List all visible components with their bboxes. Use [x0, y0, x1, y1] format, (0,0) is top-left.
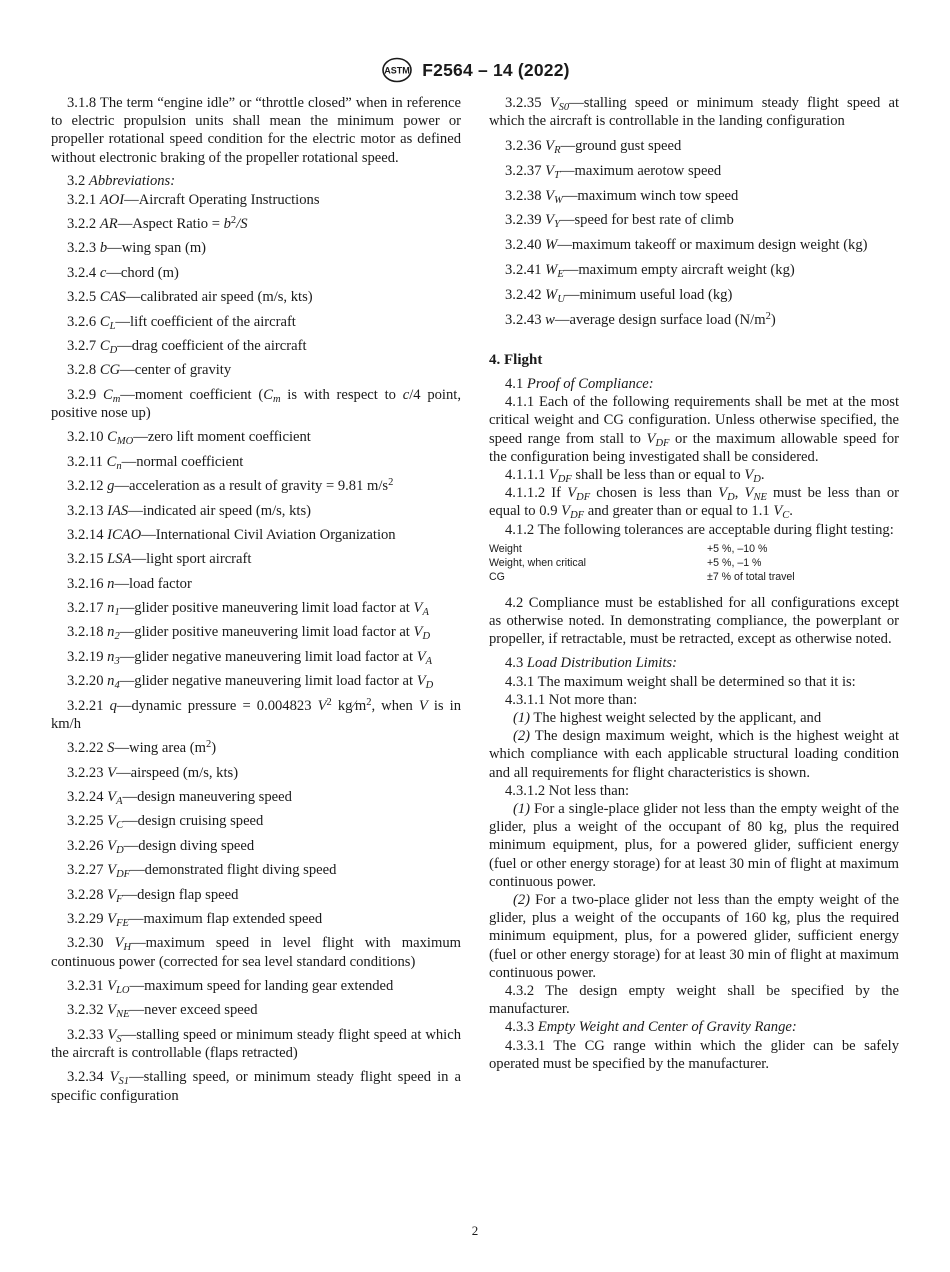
abbr-3-2-38: 3.2.38 $V_W—maximum$ winch tow speed — [505, 187, 739, 206]
abbr-3-2-27: 3.2.27 $V_{DF}—demonstrated$ flight diving speed — [67, 862, 337, 881]
paragraph-3-1-8: 3.1.8 The term “engine idle” or “throttle closed” when in reference to electric propulsion units shall mean the minimum power or propeller rotational speed condition for the electric motor as defined without electronic braking of the propeller rotational speed. — [51, 95, 461, 166]
item-4-3-1-1-2: (2) The design maximum weight, which is the highest weight at which compliance with each applicable structural loading condition and all requirements for flight characteristics is shown. — [489, 728, 899, 781]
section-4-3-3-heading: 4.3.3 Empty Weight and Center of Gravity Range: — [505, 1019, 797, 1036]
abbr-3-2-12: 3.2.12 g—acceleration as a result of gravity = 9.81 $m/s^2$ — [67, 476, 394, 495]
astm-logo-icon — [380, 57, 414, 83]
paragraph-4-3-1-2: 4.3.1.2 Not less than: — [505, 782, 630, 799]
abbr-3-2-7: 3.2.7 $C_D—drag$ coefficient of the aircraft — [67, 337, 307, 357]
abbr-3-2-40: 3.2.40 W—maximum takeoff or maximum design weight (kg) — [505, 237, 868, 254]
item-4-3-1-1-1: (1) The highest weight selected by the applicant, and — [513, 710, 822, 727]
abbr-3-2-43: 3.2.43 w—average design surface load $(N/m^2)$ — [505, 310, 776, 328]
abbr-3-2-3: 3.2.3 b—wing span (m) — [67, 240, 207, 257]
abbr-3-2-31: 3.2.31 $V_{LO}—maximum$ speed for landing gear extended — [67, 977, 394, 997]
paragraph-4-3-3-1: 4.3.3.1 The CG range within which the glider can be safely operated must be specified by the manufacturer. — [489, 1037, 899, 1072]
abbr-3-2-42: 3.2.42 $W_U—minimum$ useful load (kg) — [505, 286, 733, 305]
abbr-3-2-41: 3.2.41 $W_E—maximum$ empty aircraft weight (kg) — [505, 261, 795, 281]
page-number: 2 — [471, 1223, 479, 1238]
abbr-3-2-22: 3.2.22 S—wing area $(m^2)$ — [67, 738, 217, 757]
abbr-3-2-32: 3.2.32 $V_{NE}—never$ exceed speed — [67, 1002, 258, 1021]
page-header — [0, 54, 950, 86]
section-4-3-heading: 4.3 Load Distribution Limits: — [505, 655, 677, 672]
abbr-3-2-5: 3.2.5 CAS—calibrated air speed (m/s, kts) — [67, 289, 313, 306]
abbr-3-2-2: 3.2.2 AR—Aspect Ratio = $b^2/S$ — [67, 214, 248, 232]
abbr-3-2-15: 3.2.15 LSA—light sport aircraft — [67, 551, 252, 568]
section-4-heading: 4. Flight — [489, 351, 543, 368]
table-row — [489, 556, 899, 570]
tolerance-item: CG — [489, 570, 505, 583]
abbr-3-2-14: 3.2.14 ICAO—International Civil Aviation Organization — [67, 526, 396, 543]
abbr-3-2-25: 3.2.25 $V_C—design$ cruising speed — [67, 813, 264, 832]
paragraph-4-1-1-1: 4.1.1.1 $V_{DF}$ shall be less than or equal to $V_D$. — [505, 467, 765, 486]
tolerance-table — [489, 542, 899, 584]
paragraph-4-3-1: 4.3.1 The maximum weight shall be determined so that it is: — [505, 673, 856, 690]
paragraph-4-1-1: 4.1.1 Each of the following requirements shall be met at the most critical weight and CG configuration. Unless otherwise specified, the speed range from stall to $V_{DF}$ or the maximum allowable speed for the configuration being investigated shall be considered. — [489, 394, 900, 465]
abbr-3-2-24: 3.2.24 $V_A—design$ maneuvering speed — [67, 789, 292, 808]
table-row — [489, 542, 899, 556]
section-4-1-heading: 4.1 Proof of Compliance: — [505, 375, 654, 392]
abbr-3-2-33: 3.2.33 $V_S—stalling$ speed or minimum steady flight speed at which the aircraft is controllable (flaps retracted) — [51, 1026, 462, 1061]
abbr-3-2-16: 3.2.16 n—load factor — [67, 575, 192, 592]
document-designation: F2564 – 14 (2022) — [422, 59, 570, 80]
tolerance-value: +5 %, –10 % — [707, 542, 768, 555]
right-column — [489, 94, 899, 1073]
abbr-3-2-21: 3.2.21 q—dynamic pressure = 0.004823 $V^2$ $kg⁄m^2$, when V is in km/h — [51, 696, 462, 732]
table-row — [489, 570, 899, 584]
abbr-3-2-37: 3.2.37 $V_T—maximum$ aerotow speed — [505, 162, 722, 181]
abbr-3-2-1: 3.2.1 AOI—Aircraft Operating Instructions — [67, 191, 320, 208]
paragraph-4-3-1-1: 4.3.1.1 Not more than: — [505, 691, 638, 708]
svg-text:ASTM: ASTM — [384, 65, 411, 76]
abbr-3-2-17: 3.2.17 $n_1—glider$ positive maneuvering limit load factor at $V_A$ — [67, 600, 429, 619]
abbr-3-2-36: 3.2.36 $V_R—ground$ gust speed — [505, 138, 682, 157]
abbr-3-2-39: 3.2.39 $V_Y—speed$ for best rate of climb — [505, 212, 734, 231]
tolerance-value: ±7 % of total travel — [707, 570, 795, 583]
paragraph-4-1-2: 4.1.2 The following tolerances are acceptable during flight testing: — [505, 521, 894, 538]
abbr-3-2-23: 3.2.23 V—airspeed (m/s, kts) — [67, 764, 239, 781]
abbr-3-2-18: 3.2.18 $n_2—glider$ positive maneuvering limit load factor at $V_D$ — [67, 624, 431, 643]
abbr-3-2-20: 3.2.20 $n_4—glider$ negative maneuvering limit load factor at $V_D$ — [67, 673, 434, 692]
tolerance-item: Weight, when critical — [489, 556, 586, 569]
left-column — [51, 94, 461, 1111]
item-4-3-1-2-2: (2) For a two-place glider not less than the empty weight of the glider, plus a weight of the occupants of 160 kg, plus the required minimum equipment, plus, for a powered glider, sufficient energy (fuel or other energy storage) for at least 30 min of flight at maximum continuous power. — [489, 892, 899, 981]
abbr-3-2-34: 3.2.34 $V_{S1}—stalling$ speed, or minimum steady flight speed in a specific configuration — [51, 1069, 461, 1104]
abbr-3-2-28: 3.2.28 $V_F—design$ flap speed — [67, 886, 239, 905]
abbr-3-2-29: 3.2.29 $V_{FE}—maximum$ flap extended speed — [67, 910, 323, 930]
abbr-3-2-9: 3.2.9 $C_m—moment$ coefficient ($C_m$ is with respect to c/4 point, positive nose up) — [51, 386, 461, 421]
abbr-3-2-6: 3.2.6 $C_L—lift$ coefficient of the aircraft — [67, 313, 296, 332]
paragraph-4-2: 4.2 Compliance must be established for all configurations except as otherwise noted. In demonstrating compliance, the powerplant or propeller, if retractable, must be retracted, except as otherwise noted. — [489, 594, 899, 648]
abbr-3-2-35: 3.2.35 $V_{S0}—stalling$ speed or minimum steady flight speed at which the aircraft is controllable in the landing configuration — [489, 95, 899, 130]
abbr-3-2-19: 3.2.19 $n_3—glider$ negative maneuvering limit load factor at $V_A$ — [67, 648, 433, 667]
abbr-3-2-30: 3.2.30 $V_H—maximum$ speed in level flight with maximum continuous power (corrected for sea level standard conditions) — [51, 935, 461, 970]
abbr-3-2-10: 3.2.10 $C_{MO}—zero$ lift moment coefficient — [67, 429, 311, 448]
abbr-3-2-8: 3.2.8 CG—center of gravity — [67, 362, 232, 379]
section-3-2-heading: 3.2 Abbreviations: — [67, 173, 176, 190]
abbr-3-2-11: 3.2.11 $C_n—normal$ coefficient — [67, 453, 244, 472]
abbr-3-2-13: 3.2.13 IAS—indicated air speed (m/s, kts) — [67, 502, 311, 519]
paragraph-4-1-1-2: 4.1.1.2 If $V_{DF}$ chosen is less than $V_D$, $V_{NE}$ must be less than or equal to 0.9 $V_{DF}$ and greater than or equal to 1.1 $V_C$. — [489, 485, 899, 522]
abbr-3-2-26: 3.2.26 $V_D—design$ diving speed — [67, 837, 255, 856]
paragraph-4-3-2: 4.3.2 The design empty weight shall be specified by the manufacturer. — [489, 983, 899, 1018]
abbr-3-2-4: 3.2.4 c—chord (m) — [67, 264, 179, 281]
tolerance-value: +5 %, –1 % — [707, 556, 762, 569]
item-4-3-1-2-1: (1) For a single-place glider not less than the empty weight of the glider, plus a weight of the occupant of 80 kg, plus the required minimum equipment, plus, for a powered glider, sufficient energy (fuel or other energy storage) for at least 30 min of flight at maximum continuous power. — [489, 801, 899, 890]
tolerance-item: Weight — [489, 542, 522, 555]
